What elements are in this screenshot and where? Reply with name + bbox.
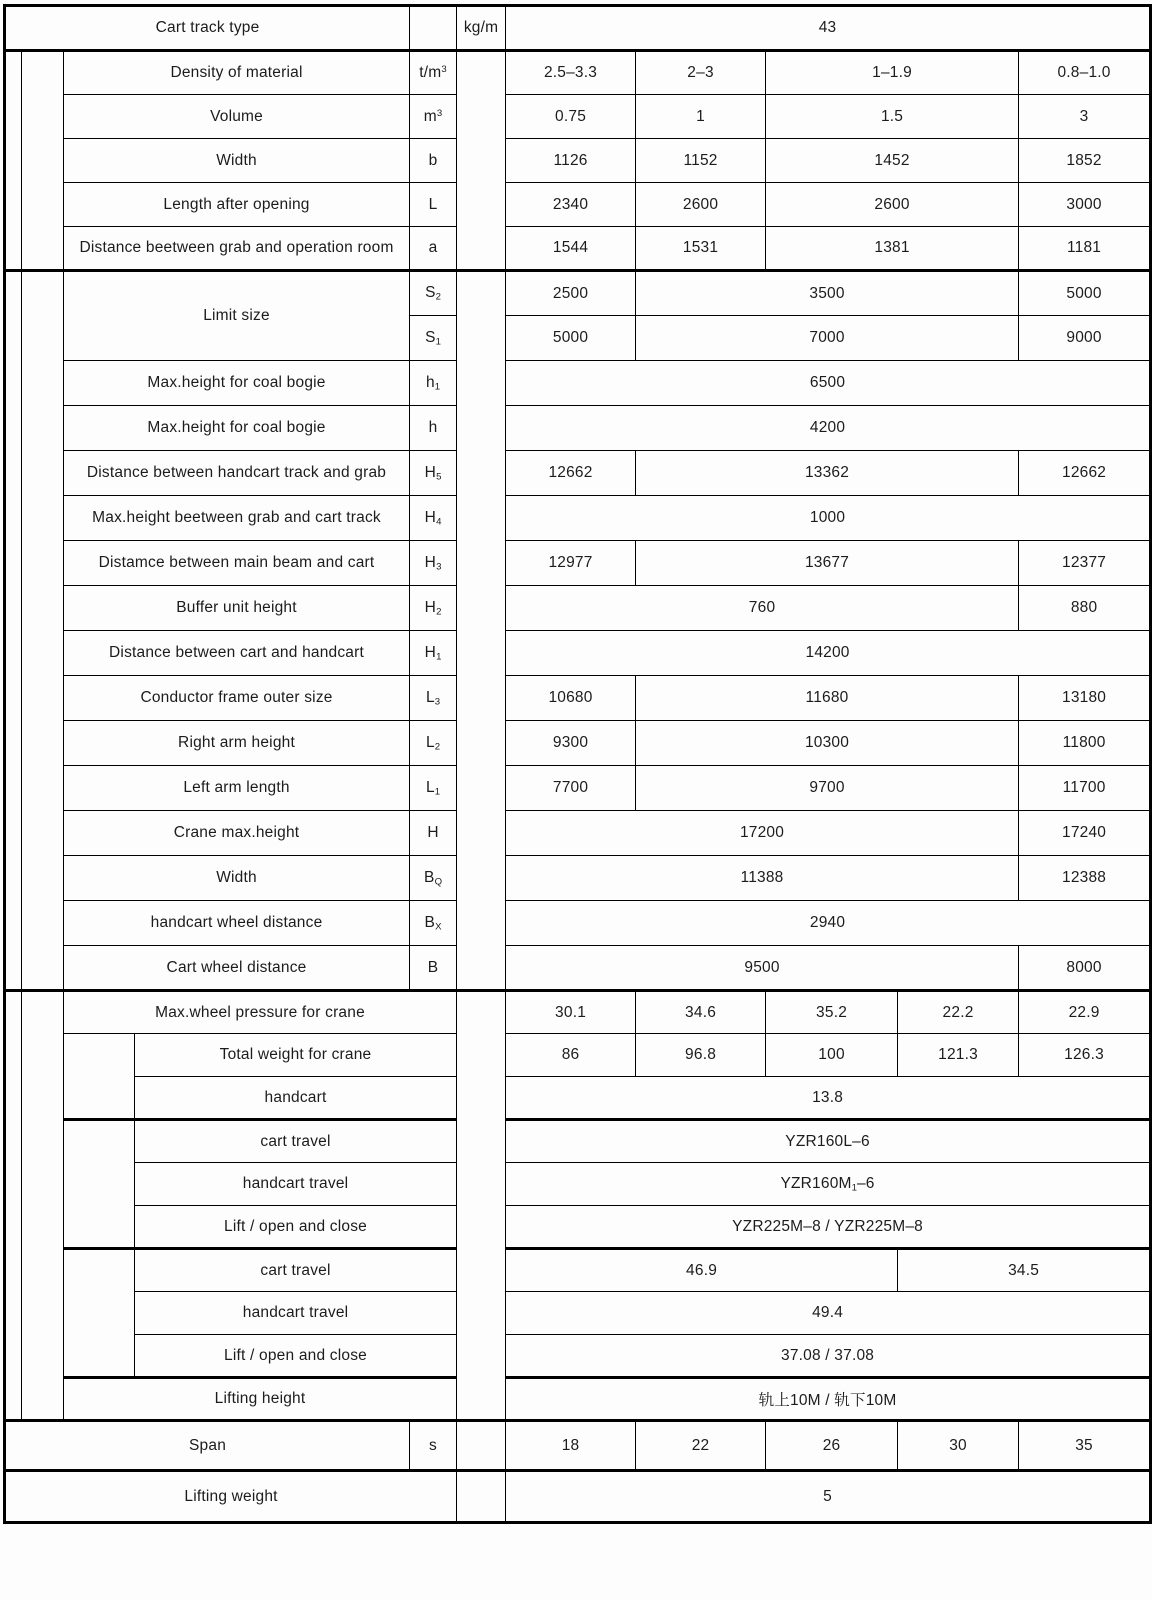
cart-travel-speed-v2: 34.5: [898, 1249, 1151, 1292]
width-bq-v2: 12388: [1019, 856, 1151, 901]
grab-cart-track-label: Max.height beetween grab and cart track: [64, 496, 410, 541]
row-handcart-wheel-distance: [5, 901, 1151, 946]
limit-size-s2-v1: 2500: [506, 271, 636, 316]
span-label: Span: [5, 1421, 410, 1471]
coal-bogie-h1-value: 6500: [506, 361, 1151, 406]
row-lift-open-close-motor: [5, 1206, 1151, 1249]
limit-size-s1-symbol: $S_1$: [410, 316, 457, 361]
row-coal-bogie-h1: [5, 361, 1151, 406]
density-label: Density of material: [64, 51, 410, 95]
unit-col-spacer-span: [457, 1421, 506, 1471]
limit-size-s1-v3: 9000: [1019, 316, 1151, 361]
conductor-frame-v2: 11680: [636, 676, 1019, 721]
handcart-wheel-distance-symbol: $B_X$: [410, 901, 457, 946]
limit-size-s1-v2: 7000: [636, 316, 1019, 361]
handcart-track-grab-v1: 12662: [506, 451, 636, 496]
coal-bogie-h-symbol: h: [410, 406, 457, 451]
density-v1: 2.5–3.3: [506, 51, 636, 95]
width-b-symbol: b: [410, 139, 457, 183]
grab-cart-track-value: 1000: [506, 496, 1151, 541]
density-v2: 2–3: [636, 51, 766, 95]
density-v3: 1–1.9: [766, 51, 1019, 95]
row-max-wheel-pressure: [5, 991, 1151, 1034]
coal-bogie-h1-label: Max.height for coal bogie: [64, 361, 410, 406]
row-handcart-travel-motor: [5, 1163, 1151, 1206]
grab-operation-room-symbol: a: [410, 227, 457, 271]
subscript: 1: [435, 336, 441, 348]
row-conductor-frame-outer-size: [5, 676, 1151, 721]
length-after-opening-v4: 3000: [1019, 183, 1151, 227]
length-after-opening-symbol: L: [410, 183, 457, 227]
span-v3: 26: [766, 1421, 898, 1471]
left-arm-length-v2: 9700: [636, 766, 1019, 811]
spec-table-body: [5, 6, 1151, 1523]
section2-left-spacer-inner: [22, 271, 64, 991]
lift-open-close-motor-value: YZR225M–8 / YZR225M–8: [506, 1206, 1151, 1249]
row-cart-travel-motor: [5, 1120, 1151, 1163]
main-beam-cart-label: Distamce between main beam and cart: [64, 541, 410, 586]
row-grab-cart-track-height: [5, 496, 1151, 541]
cart-handcart-distance-label: Distance between cart and handcart: [64, 631, 410, 676]
superscript: 3: [436, 107, 443, 119]
unit-col-spacer-section3: [457, 991, 506, 1421]
row-density-of-material: [5, 51, 1151, 95]
grab-operation-room-v1: 1544: [506, 227, 636, 271]
subscript: 1: [851, 1182, 857, 1194]
length-after-opening-label: Length after opening: [64, 183, 410, 227]
span-v4: 30: [898, 1421, 1019, 1471]
grab-operation-room-v3: 1381: [766, 227, 1019, 271]
row-main-beam-cart-distance: [5, 541, 1151, 586]
subscript: 4: [436, 516, 442, 528]
length-after-opening-v3: 2600: [766, 183, 1019, 227]
main-beam-cart-symbol: $H_3$: [410, 541, 457, 586]
total-weight-v1: 86: [506, 1034, 636, 1077]
row-length-after-opening: [5, 183, 1151, 227]
subscript: 2: [435, 291, 441, 303]
row-handcart-travel-speed: [5, 1292, 1151, 1335]
unit-col-spacer-section1: [457, 51, 506, 271]
subscript: 1: [436, 651, 442, 663]
cart-track-type-value: 43: [506, 6, 1151, 51]
left-arm-length-symbol: $L_1$: [410, 766, 457, 811]
section3-left-spacer-inner: [22, 991, 64, 1421]
buffer-unit-height-v2: 880: [1019, 586, 1151, 631]
max-wheel-pressure-v2: 34.6: [636, 991, 766, 1034]
row-cart-travel-speed: [5, 1249, 1151, 1292]
max-wheel-pressure-v4: 22.2: [898, 991, 1019, 1034]
lifting-height-value: 轨上10M / 轨下10M: [506, 1378, 1151, 1421]
row-lifting-height: [5, 1378, 1151, 1421]
width-bq-label: Width: [64, 856, 410, 901]
row-cart-track-type: [5, 6, 1151, 51]
main-beam-cart-v3: 12377: [1019, 541, 1151, 586]
limit-size-s1-v1: 5000: [506, 316, 636, 361]
span-v1: 18: [506, 1421, 636, 1471]
conductor-frame-v1: 10680: [506, 676, 636, 721]
total-weight-v2: 96.8: [636, 1034, 766, 1077]
main-beam-cart-v2: 13677: [636, 541, 1019, 586]
lift-open-close-speed-value: 37.08 / 37.08: [506, 1335, 1151, 1378]
row-volume: [5, 95, 1151, 139]
total-weight-v3: 100: [766, 1034, 898, 1077]
volume-v3: 1.5: [766, 95, 1019, 139]
unit-col-spacer-lifting-weight: [457, 1471, 506, 1523]
right-arm-height-label: Right arm height: [64, 721, 410, 766]
subscript: 1: [434, 381, 441, 393]
row-lifting-weight: [5, 1471, 1151, 1523]
main-beam-cart-v1: 12977: [506, 541, 636, 586]
subscript: 5: [436, 471, 442, 483]
volume-v1: 0.75: [506, 95, 636, 139]
width-b-v4: 1852: [1019, 139, 1151, 183]
volume-label: Volume: [64, 95, 410, 139]
unit-col-spacer-section2: [457, 271, 506, 991]
limit-size-label: Limit size: [64, 271, 410, 361]
left-arm-length-v1: 7700: [506, 766, 636, 811]
conductor-frame-symbol: $L_3$: [410, 676, 457, 721]
left-arm-length-v3: 11700: [1019, 766, 1151, 811]
section1-left-spacer-inner: [22, 51, 64, 271]
row-buffer-unit-height: [5, 586, 1151, 631]
handcart-wheel-distance-value: 2940: [506, 901, 1151, 946]
right-arm-height-symbol: $L_2$: [410, 721, 457, 766]
lift-open-close-motor-label: Lift / open and close: [135, 1206, 457, 1249]
cart-wheel-distance-v1: 9500: [506, 946, 1019, 991]
handcart-track-grab-label: Distance between handcart track and grab: [64, 451, 410, 496]
row-right-arm-height: [5, 721, 1151, 766]
subscript: 3: [434, 696, 441, 708]
handcart-track-grab-symbol: $H_5$: [410, 451, 457, 496]
buffer-unit-height-symbol: $H_2$: [410, 586, 457, 631]
crane-max-height-v2: 17240: [1019, 811, 1151, 856]
max-wheel-pressure-v3: 35.2: [766, 991, 898, 1034]
weight-group-spacer: [64, 1034, 135, 1120]
width-b-v3: 1452: [766, 139, 1019, 183]
length-after-opening-v2: 2600: [636, 183, 766, 227]
cart-track-type-label: Cart track type: [5, 6, 410, 51]
grab-operation-room-v2: 1531: [636, 227, 766, 271]
row-cart-handcart-distance: [5, 631, 1151, 676]
conductor-frame-label: Conductor frame outer size: [64, 676, 410, 721]
max-wheel-pressure-v5: 22.9: [1019, 991, 1151, 1034]
limit-size-s2-v2: 3500: [636, 271, 1019, 316]
row-handcart-track-grab-distance: [5, 451, 1151, 496]
handcart-track-grab-v3: 12662: [1019, 451, 1151, 496]
handcart-track-grab-v2: 13362: [636, 451, 1019, 496]
subscript: 2: [436, 606, 442, 618]
motor-group-spacer: [64, 1120, 135, 1249]
grab-cart-track-symbol: $H_4$: [410, 496, 457, 541]
row-width-b: [5, 139, 1151, 183]
cart-wheel-distance-label: Cart wheel distance: [64, 946, 410, 991]
speed-group-spacer: [64, 1249, 135, 1378]
crane-max-height-v1: 17200: [506, 811, 1019, 856]
cart-travel-speed-v1: 46.9: [506, 1249, 898, 1292]
grab-operation-room-label: Distance beetween grab and operation room: [64, 227, 410, 271]
width-bq-v1: 11388: [506, 856, 1019, 901]
width-b-label: Width: [64, 139, 410, 183]
handcart-travel-speed-value: 49.4: [506, 1292, 1151, 1335]
coal-bogie-h-value: 4200: [506, 406, 1151, 451]
width-b-v1: 1126: [506, 139, 636, 183]
subscript: 3: [436, 561, 442, 573]
cart-travel-motor-value: YZR160L–6: [506, 1120, 1151, 1163]
subscript: X: [435, 921, 442, 933]
right-arm-height-v3: 11800: [1019, 721, 1151, 766]
row-span: [5, 1421, 1151, 1471]
cart-wheel-distance-v2: 8000: [1019, 946, 1151, 991]
row-coal-bogie-h: [5, 406, 1151, 451]
right-arm-height-v2: 10300: [636, 721, 1019, 766]
row-left-arm-length: [5, 766, 1151, 811]
density-v4: 0.8–1.0: [1019, 51, 1151, 95]
cart-track-type-unit: kg/m: [457, 6, 506, 51]
lifting-weight-value: 5: [506, 1471, 1151, 1523]
section2-left-spacer-outer: [5, 271, 22, 991]
volume-v2: 1: [636, 95, 766, 139]
crane-max-height-symbol: H: [410, 811, 457, 856]
width-bq-symbol: $B_Q$: [410, 856, 457, 901]
cart-handcart-distance-symbol: $H_1$: [410, 631, 457, 676]
conductor-frame-v3: 13180: [1019, 676, 1151, 721]
max-wheel-pressure-v1: 30.1: [506, 991, 636, 1034]
total-weight-v5: 126.3: [1019, 1034, 1151, 1077]
length-after-opening-v1: 2340: [506, 183, 636, 227]
volume-v4: 3: [1019, 95, 1151, 139]
span-v5: 35: [1019, 1421, 1151, 1471]
lifting-weight-label: Lifting weight: [5, 1471, 457, 1523]
row-width-bq: [5, 856, 1151, 901]
cart-wheel-distance-symbol: B: [410, 946, 457, 991]
coal-bogie-h-label: Max.height for coal bogie: [64, 406, 410, 451]
lifting-height-label: Lifting height: [64, 1378, 457, 1421]
volume-symbol: $m^3$: [410, 95, 457, 139]
crane-max-height-label: Crane max.height: [64, 811, 410, 856]
cart-travel-speed-label: cart travel: [135, 1249, 457, 1292]
span-symbol: s: [410, 1421, 457, 1471]
handcart-travel-motor-label: handcart travel: [135, 1163, 457, 1206]
span-v2: 22: [636, 1421, 766, 1471]
subscript: Q: [434, 876, 443, 888]
subscript: 2: [434, 741, 441, 753]
crane-specification-table: [3, 4, 1152, 1524]
cart-track-type-symbol: [410, 6, 457, 51]
superscript: 3: [441, 64, 447, 76]
handcart-weight-label: handcart: [135, 1077, 457, 1120]
density-symbol: $t/m^3$: [410, 51, 457, 95]
grab-operation-room-v4: 1181: [1019, 227, 1151, 271]
total-weight-v4: 121.3: [898, 1034, 1019, 1077]
handcart-wheel-distance-label: handcart wheel distance: [64, 901, 410, 946]
buffer-unit-height-label: Buffer unit height: [64, 586, 410, 631]
lift-open-close-speed-label: Lift / open and close: [135, 1335, 457, 1378]
section1-left-spacer-outer: [5, 51, 22, 271]
row-grab-operation-room-distance: [5, 227, 1151, 271]
right-arm-height-v1: 9300: [506, 721, 636, 766]
limit-size-s2-symbol: $S_2$: [410, 271, 457, 316]
cart-travel-motor-label: cart travel: [135, 1120, 457, 1163]
max-wheel-pressure-label: Max.wheel pressure for crane: [64, 991, 457, 1034]
row-limit-size-s2: [5, 271, 1151, 316]
row-cart-wheel-distance: [5, 946, 1151, 991]
section3-left-spacer-outer: [5, 991, 22, 1421]
width-b-v2: 1152: [636, 139, 766, 183]
handcart-weight-value: 13.8: [506, 1077, 1151, 1120]
left-arm-length-label: Left arm length: [64, 766, 410, 811]
row-lift-open-close-speed: [5, 1335, 1151, 1378]
handcart-travel-motor-value: $YZR160M_1-6$: [506, 1163, 1151, 1206]
buffer-unit-height-v1: 760: [506, 586, 1019, 631]
row-handcart-weight: [5, 1077, 1151, 1120]
total-weight-label: Total weight for crane: [135, 1034, 457, 1077]
limit-size-s2-v3: 5000: [1019, 271, 1151, 316]
coal-bogie-h1-symbol: $h_1$: [410, 361, 457, 406]
subscript: 1: [434, 786, 441, 798]
cart-handcart-distance-value: 14200: [506, 631, 1151, 676]
handcart-travel-speed-label: handcart travel: [135, 1292, 457, 1335]
row-crane-max-height: [5, 811, 1151, 856]
row-total-weight: [5, 1034, 1151, 1077]
